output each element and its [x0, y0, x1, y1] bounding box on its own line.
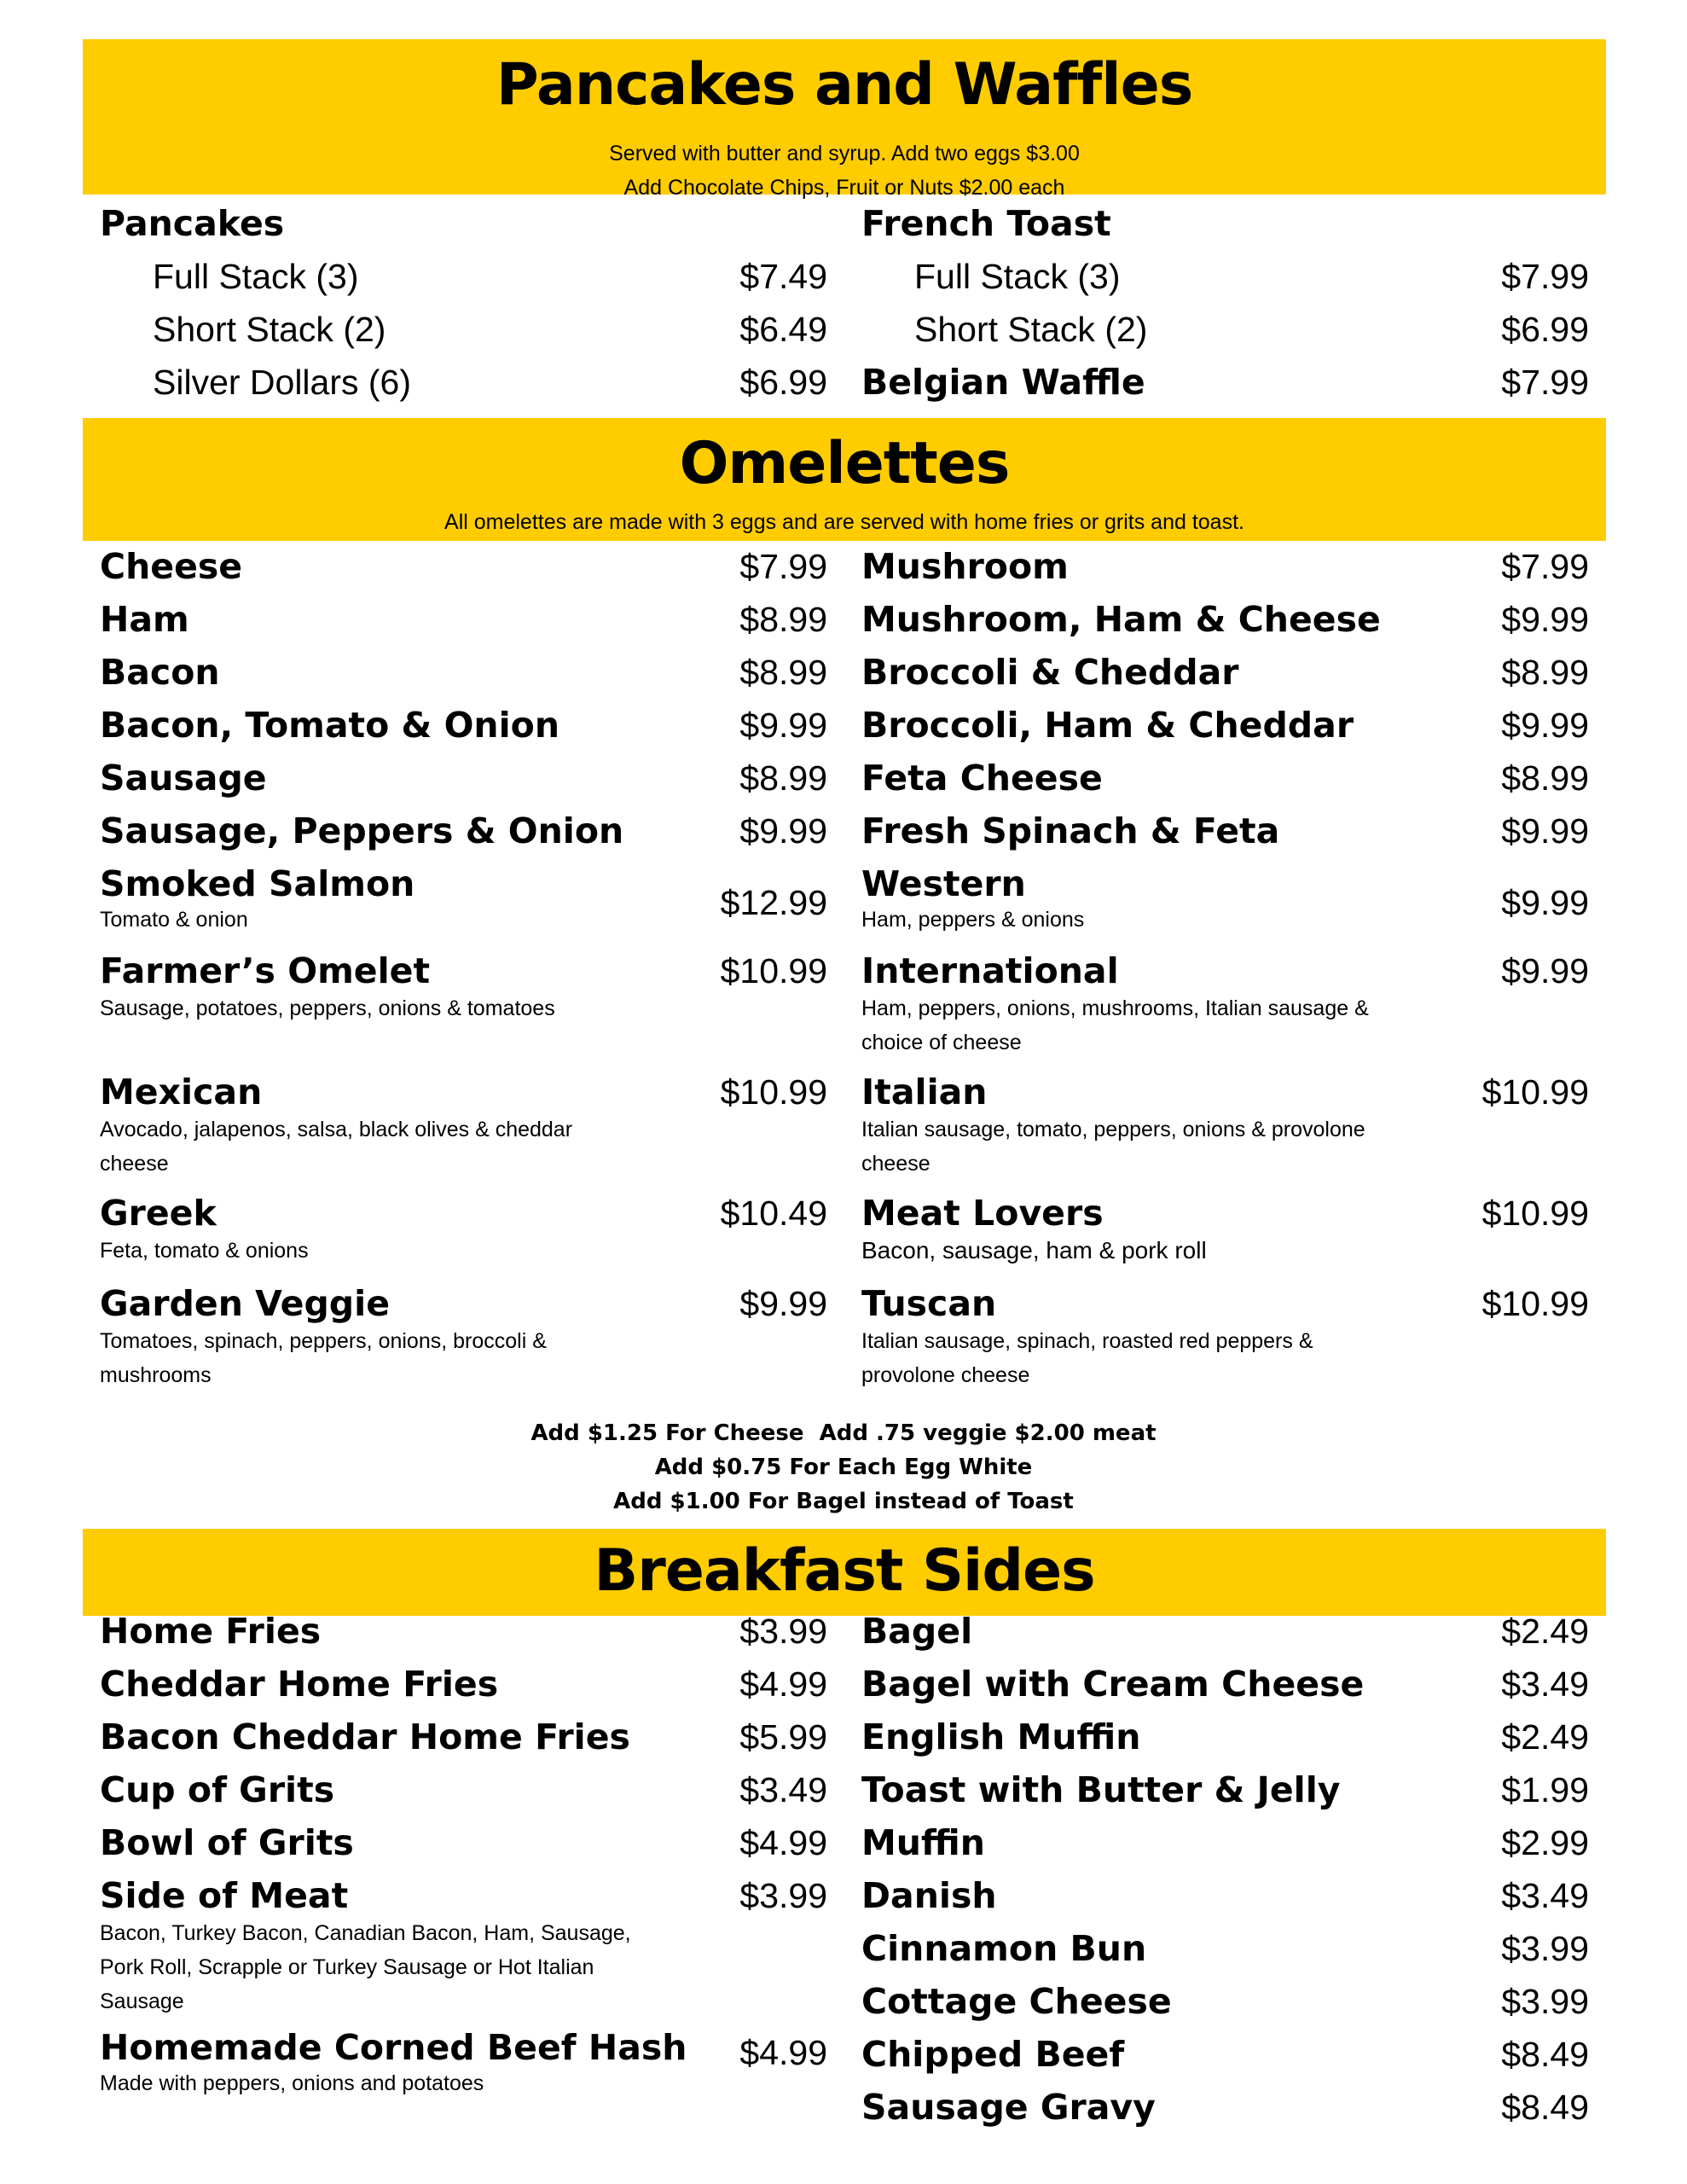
- item-price: $7.99: [1501, 363, 1589, 402]
- item-name: Bacon Cheddar Home Fries: [100, 1716, 630, 1757]
- item-price: $7.99: [739, 547, 827, 586]
- item-name: Muffin: [861, 1822, 985, 1863]
- item-price: $4.99: [739, 1823, 827, 1862]
- item-name: Bowl of Grits: [100, 1822, 354, 1863]
- item-price: $10.99: [1481, 1072, 1589, 1112]
- pancakes-note-1: Served with butter and syrup. Add two eggs $3.00: [609, 142, 1080, 166]
- french-toast-heading: French Toast: [861, 203, 1111, 244]
- item-name: Chipped Beef: [861, 2034, 1125, 2075]
- section-title-pancakes: Pancakes and Waffles: [496, 51, 1193, 119]
- item-name: Full Stack (3): [914, 257, 1121, 296]
- item-name: Short Stack (2): [914, 310, 1148, 349]
- omelettes-banner: [83, 418, 1606, 541]
- item-name: Sausage Gravy: [861, 2087, 1156, 2128]
- item-name: Cottage Cheese: [861, 1981, 1172, 2022]
- item-name: Bacon, Tomato & Onion: [100, 705, 560, 746]
- item-price: $10.99: [720, 951, 827, 990]
- item-name: Greek: [100, 1193, 217, 1234]
- item-price: $2.49: [1501, 1717, 1589, 1757]
- item-name: Homemade Corned Beef Hash: [100, 2027, 687, 2068]
- item-price: $3.49: [739, 1770, 827, 1809]
- item-price: $3.99: [739, 1612, 827, 1651]
- pancakes-waffles-banner: [83, 39, 1606, 200]
- item-price: $3.49: [1501, 1664, 1589, 1704]
- pancakes-heading: Pancakes: [100, 203, 285, 244]
- item-description: Made with peppers, onions and potatoes: [100, 2071, 484, 2095]
- item-price: $9.99: [1501, 811, 1589, 851]
- item-price: $8.49: [1501, 2088, 1589, 2127]
- item-description: Bacon, Turkey Bacon, Canadian Bacon, Ham, Sausage, Pork Roll, Scrapple or Turkey Sausage or Hot Italian Sausage: [100, 1921, 631, 2013]
- omelettes-note: All omelettes are made with 3 eggs and are served with home fries or grits and toast.: [444, 510, 1244, 534]
- item-price: $9.99: [1501, 706, 1589, 745]
- item-name: Toast with Butter & Jelly: [861, 1769, 1341, 1810]
- item-name: Silver Dollars (6): [153, 363, 411, 402]
- item-name: Cinnamon Bun: [861, 1928, 1147, 1969]
- item-name: Bagel with Cream Cheese: [861, 1664, 1365, 1705]
- addon-line: Add $1.00 For Bagel instead of Toast: [613, 1489, 1074, 1514]
- item-price: $4.99: [739, 2033, 827, 2072]
- item-name: Mushroom: [861, 546, 1069, 587]
- item-name: Western: [861, 863, 1026, 904]
- item-name: Sausage: [100, 758, 267, 799]
- item-price: $10.99: [1481, 1194, 1589, 1233]
- section-title-omelettes: Omelettes: [679, 430, 1010, 497]
- item-price: $6.99: [1501, 310, 1589, 349]
- item-price: $3.99: [1501, 1982, 1589, 2021]
- item-price: $7.99: [1501, 257, 1589, 296]
- item-price: $8.99: [1501, 653, 1589, 692]
- item-description: Italian sausage, tomato, peppers, onions & provolone cheese: [861, 1118, 1365, 1176]
- item-price: $9.99: [739, 706, 827, 745]
- item-price: $3.99: [739, 1876, 827, 1915]
- item-price: $9.99: [739, 1284, 827, 1323]
- item-price: $10.99: [1481, 1284, 1589, 1323]
- item-name: Danish: [861, 1875, 997, 1916]
- item-price: $1.99: [1501, 1770, 1589, 1809]
- item-price: $10.49: [720, 1194, 827, 1233]
- item-name: Meat Lovers: [861, 1193, 1104, 1234]
- item-description: Feta, tomato & onions: [100, 1239, 309, 1263]
- item-description: Sausage, potatoes, peppers, onions & tomatoes: [100, 996, 555, 1020]
- breakfast-sides-banner: [83, 1529, 1606, 1616]
- item-price: $2.49: [1501, 1612, 1589, 1651]
- item-description: Ham, peppers & onions: [861, 908, 1085, 932]
- item-description: Tomato & onion: [100, 908, 248, 932]
- item-name: Cheese: [100, 546, 243, 587]
- item-name: Cup of Grits: [100, 1769, 335, 1810]
- item-name: Fresh Spinach & Feta: [861, 810, 1280, 851]
- item-name: Broccoli, Ham & Cheddar: [861, 705, 1354, 746]
- item-price: $12.99: [720, 883, 827, 922]
- item-price: $9.99: [1501, 951, 1589, 990]
- item-name: Ham: [100, 599, 189, 640]
- item-description: Bacon, sausage, ham & pork roll: [861, 1237, 1207, 1263]
- section-title-sides: Breakfast Sides: [594, 1537, 1095, 1605]
- item-name: Side of Meat: [100, 1875, 349, 1916]
- item-name: Mexican: [100, 1072, 263, 1112]
- item-price: $10.99: [720, 1072, 827, 1112]
- item-name: Bacon: [100, 652, 220, 693]
- item-price: $4.99: [739, 1664, 827, 1704]
- item-name: Garden Veggie: [100, 1283, 391, 1324]
- item-price: $5.99: [739, 1717, 827, 1757]
- item-name: Broccoli & Cheddar: [861, 652, 1239, 693]
- item-name: Feta Cheese: [861, 758, 1103, 799]
- item-price: $7.99: [1501, 547, 1589, 586]
- omelette-addons: [0, 1416, 1687, 1519]
- item-description: Ham, peppers, onions, mushrooms, Italian sausage & choice of cheese: [861, 996, 1369, 1054]
- item-price: $8.99: [739, 758, 827, 798]
- item-name: Tuscan: [861, 1283, 997, 1324]
- item-price: $6.99: [739, 363, 827, 402]
- item-price: $8.99: [739, 653, 827, 692]
- item-name: Belgian Waffle: [861, 362, 1145, 403]
- item-name: Bagel: [861, 1611, 973, 1652]
- item-price: $9.99: [1501, 600, 1589, 639]
- item-description: Tomatoes, spinach, peppers, onions, broccoli & mushrooms: [100, 1329, 547, 1387]
- item-name: Mushroom, Ham & Cheese: [861, 599, 1381, 640]
- item-price: $3.99: [1501, 1929, 1589, 1968]
- item-name: Short Stack (2): [153, 310, 386, 349]
- item-price: $9.99: [1501, 883, 1589, 922]
- item-price: $2.99: [1501, 1823, 1589, 1862]
- pancakes-note-2: Add Chocolate Chips, Fruit or Nuts $2.00 each: [623, 176, 1065, 200]
- item-name: Farmer’s Omelet: [100, 950, 431, 991]
- item-name: Italian: [861, 1072, 988, 1112]
- item-name: Sausage, Peppers & Onion: [100, 810, 624, 851]
- item-price: $8.99: [739, 600, 827, 639]
- item-description: Italian sausage, spinach, roasted red peppers & provolone cheese: [861, 1329, 1313, 1387]
- item-name: English Muffin: [861, 1716, 1141, 1757]
- addon-line: Add $1.25 For Cheese Add .75 veggie $2.00 meat: [530, 1420, 1157, 1446]
- item-name: Smoked Salmon: [100, 863, 415, 904]
- item-name: International: [861, 950, 1119, 991]
- item-name: Cheddar Home Fries: [100, 1664, 499, 1705]
- item-description: Avocado, jalapenos, salsa, black olives & cheddar cheese: [100, 1118, 573, 1176]
- item-name: Home Fries: [100, 1611, 322, 1652]
- addon-line: Add $0.75 For Each Egg White: [654, 1455, 1033, 1480]
- item-price: $8.99: [1501, 758, 1589, 798]
- item-name: Full Stack (3): [153, 257, 359, 296]
- item-price: $3.49: [1501, 1876, 1589, 1915]
- item-price: $8.49: [1501, 2035, 1589, 2074]
- item-price: $9.99: [739, 811, 827, 851]
- item-price: $6.49: [739, 310, 827, 349]
- item-price: $7.49: [739, 257, 827, 296]
